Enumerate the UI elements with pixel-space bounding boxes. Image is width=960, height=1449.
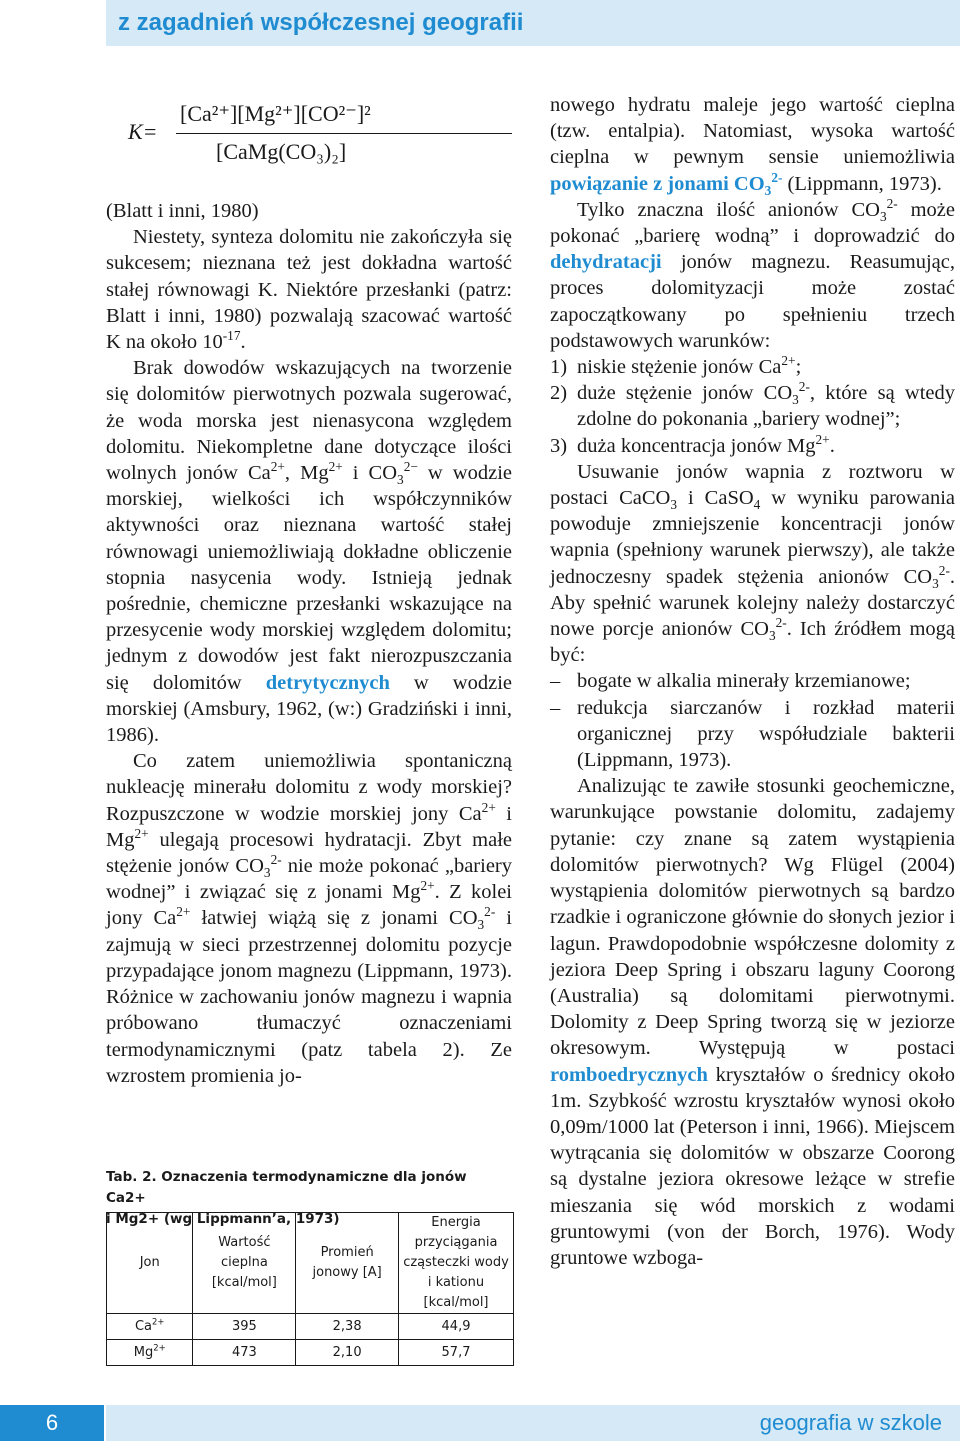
cell-ion <box>107 1340 193 1366</box>
superscript: 2+ <box>176 904 191 920</box>
text: Niestety, synteza dolomitu nie zakończyła się sukcesem; nieznana też jest dokładna wartość stałej równowagi K. Niektóre przesłanki (patrz: Blatt i inni, 1980) pozwalają szacować wartość K na około 10 <box>106 226 512 354</box>
header-radius: Promień jonowy [A] <box>296 1213 399 1314</box>
paragraph <box>106 224 512 355</box>
text: w wodzie morskiej, wielkości ich współczynników aktywności oraz nieznana wartość stałej równowagi uniemożliwiają dokładne obliczenie stopnia nasycenia wody. Istnieją jednak pośrednie, chemiczne przesłanki wskazujące na przesycenie wody morskiej względem dolomitu; jednym z dowodów jest fakt nierozpuszczania się dolomitów <box>106 462 512 694</box>
paragraph <box>550 197 955 354</box>
paragraph <box>550 92 955 197</box>
text: Co zatem uniemożliwia spontaniczną nukleację minerału dolomitu z wody morskiej? Rozpuszczone w wodzie morskiej jony Ca <box>106 750 512 825</box>
text: w wyniku parowania powoduje zmniejszenie koncentracji jonów wapnia (spełniony warunek pierwszy), ale także jednoczesny spadek stężenia anionów CO <box>550 487 955 588</box>
text: i CaSO <box>676 487 754 510</box>
text: ulegają procesowi hydratacji. Zbyt małe stężenie jonów CO <box>106 828 512 878</box>
table-header-row <box>107 1213 514 1314</box>
cell-heat: 395 <box>193 1314 296 1340</box>
text: nowego hydratu maleje jego wartość cieplna (tzw. entalpia). Natomiast, wysoka wartość cieplna w pewnym sensie uniemożliwia <box>550 94 955 169</box>
text: (Blatt i inni, 1980) <box>106 200 259 222</box>
formula-numerator: [Ca²⁺][Mg²⁺][CO²⁻]² <box>180 101 371 126</box>
superscript: 2+ <box>481 799 496 815</box>
subscript: 3 <box>792 392 799 408</box>
subscript: 3 <box>477 917 485 933</box>
list-item <box>550 695 955 774</box>
superscript: 2+ <box>270 459 285 475</box>
subscript: 3 <box>764 182 772 198</box>
list-item <box>550 668 955 694</box>
list-item <box>550 433 955 459</box>
page-footer <box>0 1405 960 1441</box>
highlight-term <box>550 169 783 198</box>
magazine-name: geografia w szkole <box>106 1405 960 1441</box>
right-column <box>550 92 955 1271</box>
text: może pokonać „barierę wodną” i doprowadzić do <box>550 198 955 248</box>
text: łatwiej wiążą się z jonami CO <box>190 907 478 930</box>
list-item <box>550 354 955 380</box>
text: . <box>829 434 835 457</box>
ion-symbol: Mg <box>133 1344 154 1360</box>
text: i CO <box>342 462 398 485</box>
text: niskie stężenie jonów Ca <box>577 356 782 379</box>
text: jonów magnezu. Reasumując, proces dolomityzacji może zostać zapoczątkowany po spełnieniu trzech podstawowych warunków: <box>550 251 955 352</box>
paragraph <box>106 355 512 748</box>
text: duża koncentracja jonów Mg <box>577 434 816 457</box>
text: Tylko znaczna ilość anionów CO <box>577 198 880 221</box>
superscript: 2- <box>771 169 783 185</box>
text: bogate w alkalia minerały krzemianowe; <box>577 670 911 693</box>
subscript: 3 <box>879 208 887 224</box>
text: . Ich źródłem mogą być: <box>550 618 955 667</box>
header-ion: Jon <box>107 1213 193 1314</box>
ion-charge: 2+ <box>152 1316 165 1327</box>
superscript: 2- <box>798 379 810 395</box>
superscript: 2+ <box>134 826 149 842</box>
list-marker: 3) <box>550 434 568 457</box>
superscript: 2- <box>886 195 898 211</box>
left-column <box>106 198 512 1089</box>
superscript: 2+ <box>328 459 343 475</box>
header-energy: Energia przyciągania cząsteczki wody i kationu [kcal/mol] <box>399 1213 514 1314</box>
thermodynamic-table <box>106 1212 514 1366</box>
text: . Aby spełnić warunek kolejny należy dostarczyć nowe porcje anionów CO <box>550 565 955 641</box>
highlight-term: dehydratacji <box>550 251 662 274</box>
text: (Lippmann, 1973). <box>782 172 942 195</box>
cell-energy: 57,7 <box>399 1340 514 1366</box>
superscript: 2+ <box>420 878 435 894</box>
paragraph <box>550 459 955 669</box>
text: Analizując te zawiłe stosunki geochemiczne, warunkujące powstanie dolomitu, zadajemy pytanie: czy znane są zatem wystąpienia dolomitów pierwotnych? Wg Flügel (2004) wystąpienia dolomitów pierwotnych są bardzo rzadkie i ograniczone głównie do słonych jezior i lagun. Prawdopodobnie współczesne dolomity z jeziora Deep Spring i obszaru laguny Coorong (Australia) są dolomitami pierwotnymi. Dolomity z Deep Spring tworzą się w jeziorze okresowym. Występują w postaci <box>550 775 955 1060</box>
running-header <box>106 0 960 46</box>
text: redukcja siarczanów i rozkład materii organicznej przy współudziale bakterii (Lippmann, 1973). <box>577 696 955 772</box>
text: i zajmują w sieci przestrzennej dolomitu pozycje przypadające jonom magnezu (Lippmann, 1973). Różnice w zachowaniu jonów magnezu i wapnia próbowano tłumaczyć oznaczeniami termodynamicznymi (patz tabela 2). Ze wzrostem promienia jo- <box>106 907 512 1087</box>
subscript: 4 <box>753 497 761 513</box>
ion-charge: 2+ <box>153 1342 166 1353</box>
highlight-text: powiązanie z jonami CO <box>550 172 765 195</box>
text: kryształów o średnicy około 1m. Szybkość wzrostu kryształów wynosi około 0,09m/1000 lat (Peterson i inni, 1966). Miejscem wytrącania się dolomitów w obszarze Coorong są dystalne jeziora okresowe leżące w strefie mieszania się wód morskich z wodami gruntowymi (von der Borch, 1976). Wody gruntowe wzboga- <box>550 1063 955 1269</box>
header-heat: Wartość cieplna [kcal/mol] <box>193 1213 296 1314</box>
cell-radius: 2,38 <box>296 1314 399 1340</box>
superscript: 2+ <box>781 353 796 369</box>
formula-denominator: [CaMg(CO₃)₂] <box>216 139 347 164</box>
subscript: 3 <box>768 628 776 644</box>
subscript: 3 <box>670 497 677 513</box>
list-item <box>550 380 955 432</box>
text: , Mg <box>284 462 329 485</box>
caption-line: i Mg2+ (wg Lippmann’a, 1973) <box>106 1211 340 1227</box>
text: Brak dowodów wskazujących na tworzenie się dolomitów pierwotnych pozwala sugerować, że woda morska jest nienasycona względem dolomitu. Niekompletne dane dotyczące ilości wolnych jonów Ca <box>106 357 512 485</box>
cell-ion <box>107 1314 193 1340</box>
text: , które są wtedy zdolne do pokonania „bariery wodnej”; <box>577 382 955 431</box>
subscript: 3 <box>397 472 404 488</box>
ion-symbol: Ca <box>134 1318 153 1334</box>
header-title: z zagadnień współczesnej geografii <box>118 9 524 36</box>
text: i Mg <box>106 802 513 851</box>
subscript: 3 <box>932 575 939 591</box>
text: duże stężenie jonów CO <box>577 382 793 405</box>
formula-k: K= <box>128 119 158 144</box>
superscript: 2- <box>938 562 950 578</box>
superscript: 2- <box>270 852 282 868</box>
text: w wodzie morskiej (Amsbury, 1962, (w:) Gradziński i inni, 1986). <box>106 671 512 747</box>
list-marker: 1) <box>550 356 568 379</box>
superscript: 2- <box>775 615 787 631</box>
cell-energy: 44,9 <box>399 1314 514 1340</box>
fraction-line <box>176 133 512 134</box>
list-marker: – <box>550 696 561 719</box>
equilibrium-formula <box>106 95 512 195</box>
text: nie może pokonać „bariery wodnej” i związać się z jonami Mg <box>106 855 512 904</box>
cell-radius: 2,10 <box>296 1340 399 1366</box>
page-number: 6 <box>0 1405 104 1441</box>
text: ; <box>795 356 802 379</box>
cell-heat: 473 <box>193 1340 296 1366</box>
paragraph <box>550 773 955 1271</box>
superscript: -17 <box>222 328 241 344</box>
list-marker: – <box>550 670 561 693</box>
highlight-term: detrytycznych <box>265 671 390 694</box>
text: . Z kolei jony Ca <box>106 881 512 930</box>
superscript: 2+ <box>815 431 830 447</box>
text: . <box>240 331 246 354</box>
table-row <box>107 1314 514 1340</box>
table-row <box>107 1340 514 1366</box>
text: Usuwanie jonów wapnia z roztworu w postaci CaCO <box>550 460 955 510</box>
highlight-term: romboedrycznych <box>550 1063 708 1086</box>
subscript: 3 <box>263 865 271 881</box>
caption-line: Tab. 2. Oznaczenia termodynamiczne dla jonów Ca2+ <box>106 1169 467 1206</box>
list-marker: 2) <box>550 382 568 405</box>
paragraph <box>106 198 512 224</box>
paragraph <box>106 748 512 1089</box>
superscript: 2- <box>484 904 496 920</box>
superscript: 2− <box>403 459 418 475</box>
